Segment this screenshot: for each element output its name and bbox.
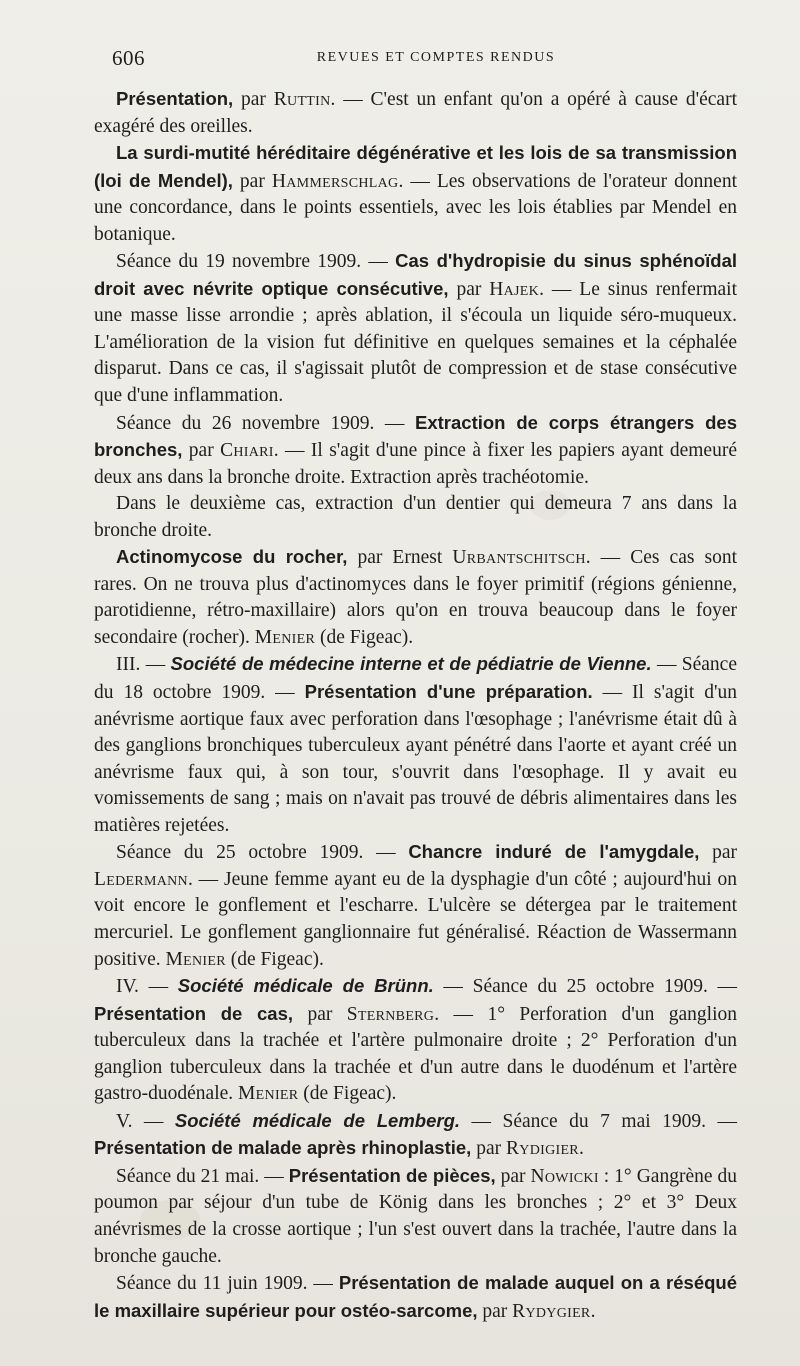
paragraph bbox=[94, 1270, 737, 1325]
bold-heading: Cas d'hydropisie du sinus sphénoïdal droit avec névrite optique consécutive, bbox=[94, 250, 737, 299]
paragraph bbox=[94, 410, 737, 492]
bold-heading: La surdi-mutité héréditaire dégénérative et les lois de sa transmission (loi de Mendel), bbox=[94, 142, 737, 191]
author-name: Chiari bbox=[220, 440, 274, 462]
text-run: — Séance du 7 mai 1909. — bbox=[460, 1110, 737, 1132]
text-run: par bbox=[293, 1003, 347, 1025]
author-name: Ledermann bbox=[94, 868, 188, 890]
bold-heading: Actinomycose du rocher, bbox=[116, 546, 348, 568]
author-name: Sternberg bbox=[346, 1003, 435, 1025]
author-name: Hammerschlag bbox=[271, 170, 399, 192]
bold-heading: Chancre induré de l'amygdale, bbox=[408, 841, 700, 863]
text-run: (de Figeac). bbox=[225, 948, 324, 970]
text-run: IV. — bbox=[116, 976, 178, 998]
bold-heading: Présentation d'une préparation. bbox=[304, 681, 593, 703]
bold-heading: Présentation de cas, bbox=[94, 1002, 294, 1024]
text-run: . — C'est un enfant qu'on a opéré à cause d'écart exagéré des oreilles. bbox=[94, 89, 737, 137]
paragraph bbox=[94, 1108, 737, 1163]
text-run: (de Figeac). bbox=[315, 626, 414, 648]
paragraph bbox=[94, 248, 737, 409]
text-run: . — Jeune femme ayant eu de la dysphagie d'un côté ; aujourd'hui on voit encore le gonflement et l'escharre. L'ulcère se détergea par le traitement mercuriel. Le gonflement ganglionnaire fut généralisé. Réaction de Wassermann positive. bbox=[94, 868, 737, 970]
text-run: (de Figeac). bbox=[298, 1083, 397, 1105]
text-run: . — Les observations de l'orateur donnent une concordance, dans le points essentiels, avec les lois établies par Mendel en botanique. bbox=[94, 170, 737, 245]
page-number: 606 bbox=[112, 46, 145, 70]
text-run: : 1° Gangrène du poumon par séjour d'un tube de König dans les bronches ; 2° et 3° Deux anévrismes de la crosse aortique ; l'un s'est ouvert dans la trachée, l'autre dans la bronche gauche. bbox=[94, 1165, 737, 1267]
author-name: Rydygier bbox=[512, 1300, 591, 1322]
text-run: — Séance du 18 octobre 1909. — bbox=[94, 654, 737, 704]
paragraph bbox=[94, 839, 737, 973]
paragraph bbox=[94, 86, 737, 140]
text-run: Séance du 21 mai. — bbox=[116, 1165, 289, 1187]
running-head: REVUES ET COMPTES RENDUS bbox=[316, 50, 556, 65]
text-run: par Ernest bbox=[347, 547, 453, 569]
text-run: — Séance du 25 octobre 1909. — bbox=[433, 976, 738, 998]
text-run: . — Il s'agit d'une pince à fixer les papiers ayant demeuré deux ans dans la bronche droite. Extraction après trachéotomie. bbox=[94, 440, 737, 488]
text-run: . — Le sinus renfermait une masse lisse arrondie ; après ablation, il s'écoula un liquide séro-muqueux. L'amélioration de la vision fut définitive en quelques semaines et la céphalée disparut. Dans ce cas, il s'agissait plutôt de compression et de stase consécutive que d'une inflammation. bbox=[94, 278, 737, 407]
author-name: Hajek bbox=[489, 278, 540, 300]
text-run: Séance du 26 novembre 1909. — bbox=[116, 412, 416, 434]
paragraph bbox=[94, 491, 737, 544]
text-run: . bbox=[590, 1300, 596, 1322]
author-name: Menier bbox=[238, 1083, 299, 1105]
society-heading: Société médicale de Lemberg. bbox=[174, 1109, 461, 1131]
bold-heading: Présentation de pièces, bbox=[288, 1164, 496, 1186]
text-run: Séance du 25 octobre 1909. — bbox=[116, 842, 409, 864]
text-run: Dans le deuxième cas, extraction d'un dentier qui demeura 7 ans dans la bronche droite. bbox=[94, 493, 737, 541]
bold-heading: Présentation, bbox=[116, 88, 234, 109]
text-run: par bbox=[477, 1300, 513, 1322]
text-run: par bbox=[233, 89, 274, 110]
text-run: Séance du 11 juin 1909. — bbox=[116, 1273, 339, 1295]
society-heading: Société de médecine interne et de pédiatrie de Vienne. bbox=[170, 653, 652, 675]
paragraph bbox=[94, 973, 737, 1108]
author-name: Menier bbox=[165, 948, 226, 970]
bold-heading: Présentation de malade auquel on a réséqué le maxillaire supérieur pour ostéo-sarcome, bbox=[94, 1272, 737, 1321]
text-run: par bbox=[232, 170, 272, 192]
paragraph bbox=[94, 140, 737, 248]
author-name: Menier bbox=[254, 626, 316, 648]
text-run: V. — bbox=[116, 1110, 175, 1132]
text-run: par bbox=[182, 440, 221, 462]
paragraph bbox=[94, 1163, 737, 1270]
author-name: Nowicki bbox=[530, 1165, 599, 1187]
text-run: . bbox=[578, 1138, 584, 1160]
text-run: . — 1° Perforation d'un ganglion tuberculeux dans la trachée et l'artère pulmonaire droite ; 2° Perforation d'un ganglion tuberculeux dans la trachée et d'un autre dans le duodénum et l'artère gastro-duodénale. bbox=[94, 1003, 737, 1105]
author-name: Urbantschitsch bbox=[452, 547, 586, 569]
article-body bbox=[94, 86, 737, 1325]
page-header bbox=[112, 46, 742, 76]
author-name: Rydigier bbox=[505, 1138, 579, 1160]
text-run: par bbox=[699, 842, 738, 864]
text-run: Séance du 19 novembre 1909. — bbox=[116, 251, 396, 273]
text-run: — Il s'agit d'un anévrisme aortique faux avec perforation dans l'œsophage ; l'anévrisme était dû à des ganglions bronchiques tuberculeux ayant pénétré dans l'aorte et ayant créé un anévrisme faux qui, à son tour, s'ouvrit dans l'œsophage. Il y avait eu vomissements de sang ; mais on n'avait pas trouvé de débris alimentaires dans les matières rejetées. bbox=[94, 682, 737, 836]
society-heading: Société médicale de Brünn. bbox=[177, 975, 434, 997]
paragraph bbox=[94, 544, 737, 651]
bold-heading: Extraction de corps étrangers des bronches, bbox=[94, 411, 737, 461]
text-run: par bbox=[495, 1165, 531, 1187]
bold-heading: Présentation de malade après rhinoplastie, bbox=[94, 1137, 472, 1159]
paragraph bbox=[94, 651, 737, 839]
text-run: . — Ces cas sont rares. On ne trouva plus d'actinomyces dans le foyer primitif (régions génienne, parotidienne, rétro-maxillaire) alors qu'on en trouva beaucoup dans le foyer secondaire (rocher). bbox=[94, 547, 738, 648]
text-run: III. — bbox=[116, 654, 171, 676]
author-name: Ruttin bbox=[273, 89, 331, 110]
text-run: par bbox=[471, 1138, 506, 1160]
text-run: par bbox=[448, 278, 490, 300]
